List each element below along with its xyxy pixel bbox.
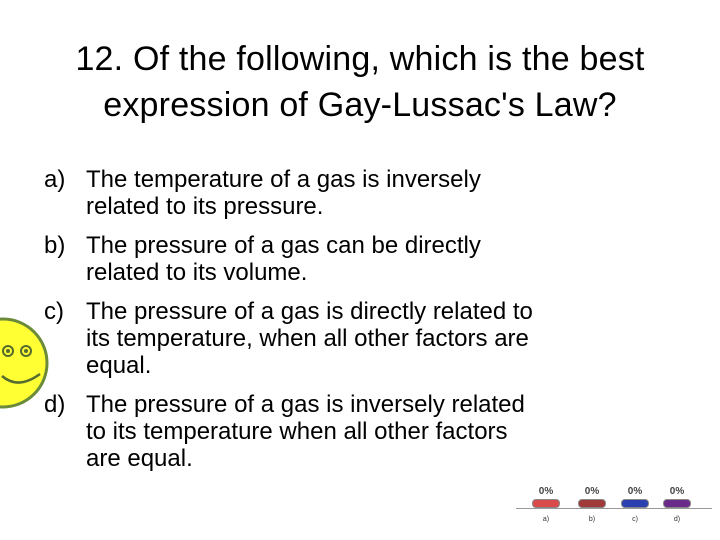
question-title-line-2: expression of Gay-Lussac's Law? — [103, 86, 617, 124]
option-b — [44, 232, 584, 286]
option-text-line: The pressure of a gas is inversely related — [86, 391, 525, 418]
option-letter: b) — [44, 232, 66, 259]
smiley-face-circle — [0, 319, 47, 407]
poll-bar-d — [663, 499, 691, 508]
question-title-line-1: 12. Of the following, which is the best — [75, 40, 645, 78]
poll-label-c: c) — [632, 516, 638, 523]
option-text-line: are equal. — [86, 445, 193, 472]
poll-baseline — [516, 508, 712, 509]
option-c — [44, 298, 584, 379]
question-title — [40, 36, 680, 128]
poll-bar-c — [621, 499, 649, 508]
smiley-face-icon — [0, 316, 50, 410]
option-letter: d) — [44, 391, 66, 418]
option-a — [44, 166, 584, 220]
option-letter: c) — [44, 298, 64, 325]
option-text-line: related to its pressure. — [86, 193, 324, 220]
poll-percent-c: 0% — [627, 486, 643, 497]
option-text-line: to its temperature when all other factors — [86, 418, 508, 445]
poll-bar-b — [578, 499, 606, 508]
option-letter: a) — [44, 166, 66, 193]
option-text-line: its temperature, when all other factors are — [86, 325, 529, 352]
option-d — [44, 391, 584, 472]
poll-label-b: b) — [588, 516, 596, 523]
option-text-line: The pressure of a gas can be directly — [86, 232, 481, 259]
poll-percent-a: 0% — [538, 486, 554, 497]
poll-results-chart — [516, 486, 712, 536]
option-text-line: The temperature of a gas is inversely — [86, 166, 481, 193]
poll-percent-d: 0% — [669, 486, 685, 497]
poll-label-d: d) — [673, 516, 681, 523]
poll-percent-b: 0% — [584, 486, 600, 497]
poll-bar-a — [532, 499, 560, 508]
answer-options — [44, 166, 584, 484]
poll-label-a: a) — [542, 516, 550, 523]
option-text-line: The pressure of a gas is directly related to — [86, 298, 533, 325]
option-text-line: equal. — [86, 352, 152, 379]
option-text-line: related to its volume. — [86, 259, 308, 286]
